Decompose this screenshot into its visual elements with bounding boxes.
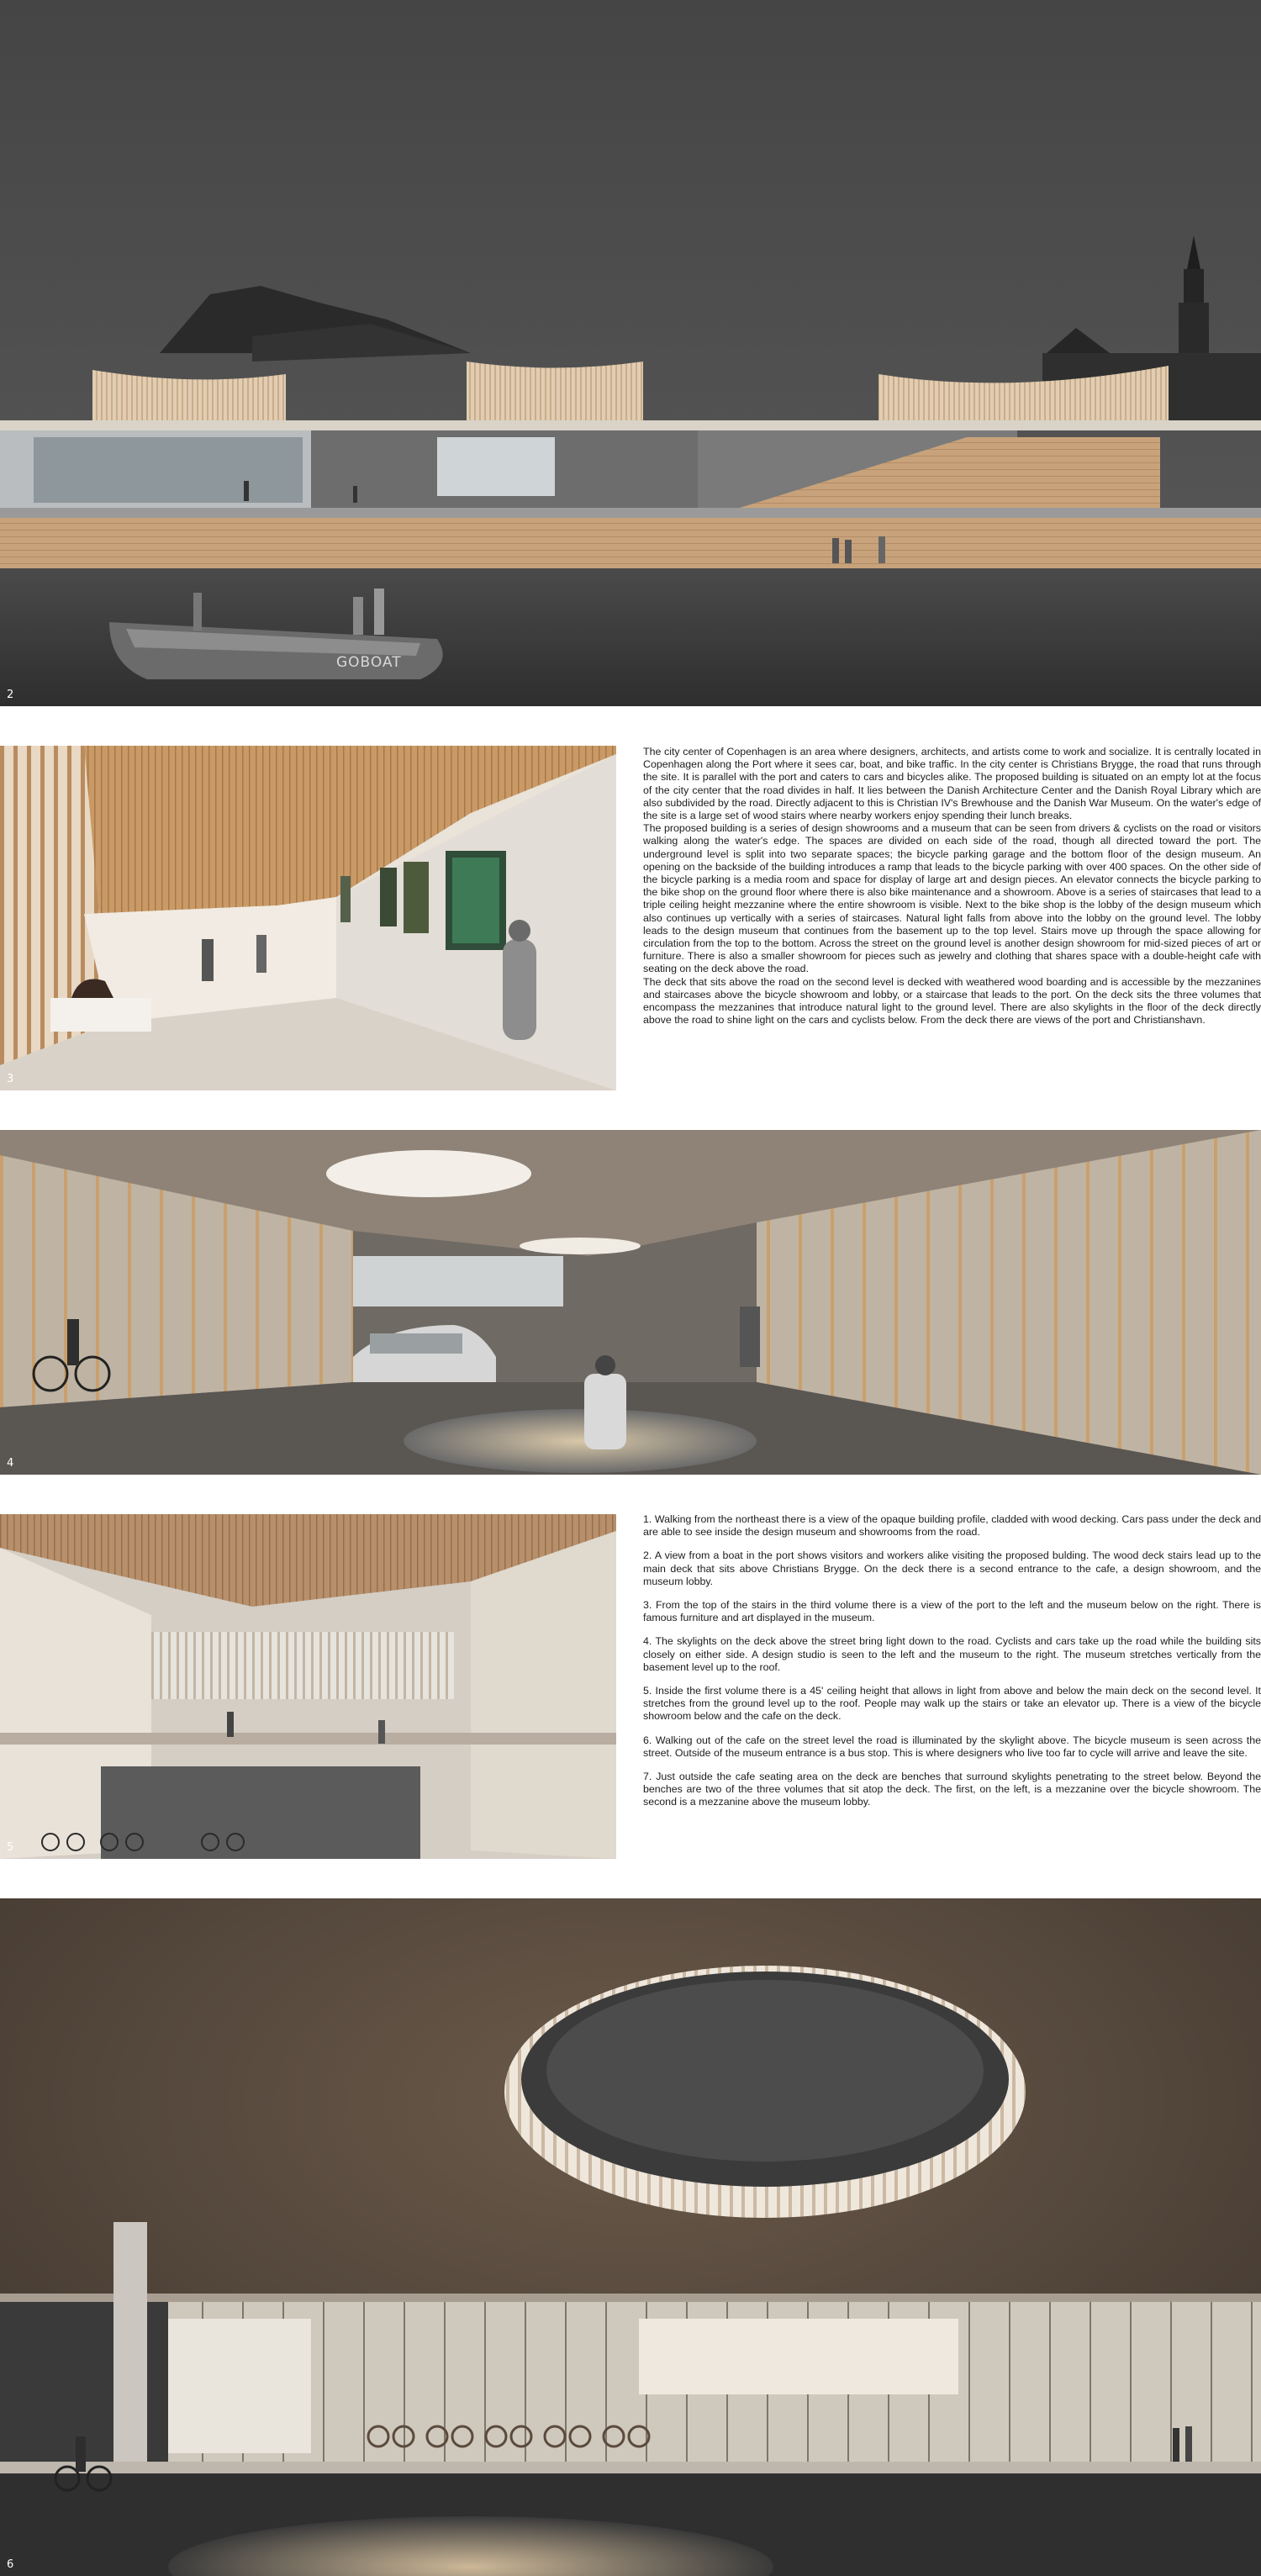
figure-5-triple-height-space (0, 1514, 616, 1859)
view-note: 4. The skylights on the deck above the street bring light down to the road. Cyclists and cars take up the road while the building sits closely on either side. A design studio is seen to the left and the museum to the right. The museum stretches vertically from the basement level up to the roof. (643, 1635, 1261, 1673)
description-paragraph: The deck that sits above the road on the second level is decked with weathered wood boarding and is accessible by the mezzanines and staircases above the bicycle showroom and lobby, or a staircase that leads to the port. On the deck sits the three volumes that encompass the mezzanines that introduce natural light to the ground level. There are also skylights in the floor of the deck directly above the road to shine light on the cars and cyclists below. From the deck there are views of the port and Christianshavn. (643, 975, 1261, 1027)
figure-number: 2 (7, 689, 14, 701)
view-note: 6. Walking out of the cafe on the street level the road is illuminated by the skylight above. The bicycle museum is seen across the street. Outside of the museum entrance is a bus stop. This is where designers who live too far to cycle will arrive and leave the site. (643, 1734, 1261, 1759)
project-description (643, 746, 1261, 1027)
figure-4-road-under-deck (0, 1130, 1261, 1475)
figure-number: 6 (7, 2558, 14, 2571)
figure-number: 4 (7, 1457, 14, 1470)
figure-2-elevation (0, 0, 1261, 706)
view-note: 2. A view from a boat in the port shows visitors and workers alike visiting the proposed bulding. The wood deck stairs lead up to the main deck that sits above Christians Brygge. On the deck there is a second entrance to the cafe, a design showroom, and the museum lobby. (643, 1549, 1261, 1587)
description-paragraph: The city center of Copenhagen is an area where designers, architects, and artists come to work and socialize. It is centrally located in Copenhagen along the Port where it sees car, boat, and bike traffic. In the city center is Christians Brygge, the road that runs through the site. It is parallel with the port and caters to cars and bicycles alike. The proposed building is situated on an empty lot at the focus of the city center that the road divides in half. It lies between the Danish Architecture Center and the Danish Royal Library which are also subdivided by the road. Directly adjacent to this is Christian IV's Brewhouse and the Danish War Museum. On the water's edge of the site is a large set of wood stairs where nearby workers enjoy spending their lunch breaks. (643, 746, 1261, 822)
view-notes-list (643, 1513, 1261, 1820)
figure-number: 5 (7, 1841, 14, 1854)
street-illustration (0, 1898, 1261, 2576)
figure-3-museum-interior (0, 746, 616, 1090)
figure-number: 3 (7, 1073, 14, 1085)
view-note: 1. Walking from the northeast there is a view of the opaque building profile, cladded with wood decking. Cars pass under the deck and are able to see inside the design museum and showrooms from the road. (643, 1513, 1261, 1539)
museum-illustration (0, 746, 616, 1090)
boat-name-label: GOBOAT (336, 654, 402, 671)
view-note: 5. Inside the first volume there is a 45' ceiling height that allows in light from above and below the main deck on the second level. It stretches from the ground level up to the roof. People may walk up the stairs or take an elevator up. There is a view of the bicycle showroom below and the cafe on the deck. (643, 1685, 1261, 1723)
view-note: 7. Just outside the cafe seating area on the deck are benches that surround skylights penetrating to the street below. Beyond the benches are two of the three volumes that sit atop the deck. The first, on the left, is a mezzanine over the bicycle showroom. The second is a mezzanine above the museum lobby. (643, 1771, 1261, 1808)
view-note: 3. From the top of the stairs in the third volume there is a view of the port to the left and the museum below on the right. There is famous furniture and art displayed in the museum. (643, 1599, 1261, 1624)
elevation-illustration (0, 0, 1261, 706)
figure-6-street-skylight (0, 1898, 1261, 2576)
road-illustration (0, 1130, 1261, 1475)
mezzanine-illustration (0, 1514, 616, 1859)
description-paragraph: The proposed building is a series of design showrooms and a museum that can be seen from drivers & cyclists on the road or visitors walking along the water's edge. The spaces are divided on each side of the road, though all directed toward the port. The underground level is split into two separate spaces; the bicycle parking garage and the bottom floor of the design museum. An opening on the backside of the building introduces a ramp that leads to the bicycle parking with over 400 spaces. On the other side of the bicycle parking is a media room and space for display of large art and design pieces. An elevator connects the bicycle parking to the bike shop on the ground floor where there is also bike maintenance and a showroom. Above is a series of staircases that lead to a triple ceiling height mezzanine where the entire showroom is visible. Next to the bike shop is the lobby of the design museum which also continues up vertically with a series of staircases. Natural light falls from above into the lobby on the ground level. The lobby leads to the design museum that continues from the basement up to the top level. Stairs move up through the space allowing for circulation from the top to the bottom. Across the street on the ground level is another design showroom for mid-sized pieces of art or furniture. There is also a smaller showroom for pieces such as jewelry and clothing that shares space with a double-height cafe with seating on the deck above the road. (643, 822, 1261, 975)
